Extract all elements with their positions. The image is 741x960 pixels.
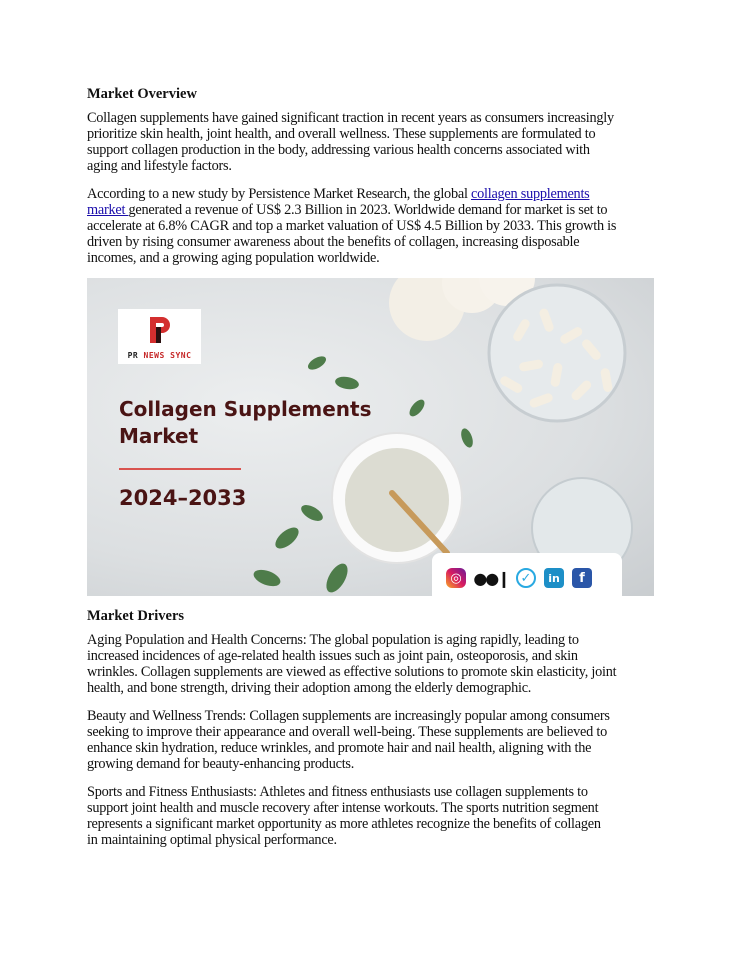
logo-text-news-sync: NEWS SYNC [143, 351, 192, 360]
text-line: accelerate at 6.8% CAGR and top a market valuation of US$ 4.5 Billion by 2033. This growth is [87, 218, 617, 234]
twitter-icon: ✓ [516, 568, 536, 588]
text-line: represents a significant market opportunity as more athletes recognize the benefits of collagen [87, 816, 601, 832]
document-page [87, 86, 657, 860]
instagram-icon: ◎ [446, 568, 466, 588]
driver-paragraph-aging [87, 632, 657, 696]
market-drivers-heading: Market Drivers [87, 608, 185, 624]
collagen-supplements-market-link[interactable]: collagen supplements [471, 186, 590, 202]
text-line: Beauty and Wellness Trends: Collagen supplements are increasingly popular among consumers [87, 708, 610, 724]
medium-icon: ●●❙ [473, 568, 509, 588]
text-line: aging and lifestyle factors. [87, 158, 232, 174]
driver-paragraph-sports [87, 784, 657, 848]
social-icons-bar [432, 553, 622, 596]
overview-paragraph-2 [87, 186, 657, 266]
text-line: Aging Population and Health Concerns: The global population is aging rapidly, leading to [87, 632, 579, 648]
text-line: support collagen production in the body, addressing various health concerns associated with [87, 142, 590, 158]
text-line: Sports and Fitness Enthusiasts: Athletes and fitness enthusiasts use collagen supplements to [87, 784, 588, 800]
text-line: seeking to improve their appearance and overall well-being. These supplements are believed to [87, 724, 607, 740]
linkedin-icon: in [544, 568, 564, 588]
text-line: wrinkles. Collagen supplements are viewed as effective solutions to promote skin elasticity, joint [87, 664, 617, 680]
text-line: incomes, and a growing aging population worldwide. [87, 250, 380, 266]
banner-title-line: Market [119, 424, 199, 448]
text-span: generated a revenue of US$ 2.3 Billion in 2023. Worldwide demand for market is set to [128, 202, 608, 218]
text-line: support joint health and muscle recovery after intense workouts. The sports nutrition segment [87, 800, 599, 816]
facebook-icon: f [572, 568, 592, 588]
pr-news-sync-logo [118, 309, 201, 364]
text-line: enhance skin hydration, reduce wrinkles, and promote hair and nail health, aligning with the [87, 740, 592, 756]
pr-logo-mark [148, 315, 172, 345]
market-overview-heading: Market Overview [87, 86, 197, 102]
text-line: health, and bone strength, driving their adoption among the elderly demographic. [87, 680, 532, 696]
logo-text-pr: PR [127, 351, 144, 360]
text-line: Collagen supplements have gained significant traction in recent years as consumers increasingly [87, 110, 614, 126]
driver-paragraph-beauty [87, 708, 657, 772]
banner-title-line: Collagen Supplements [119, 397, 372, 421]
banner-years: 2024–2033 [119, 486, 247, 510]
collagen-supplements-market-link-cont[interactable]: market [87, 202, 129, 218]
text-line: driven by rising consumer awareness about the benefits of collagen, increasing disposable [87, 234, 580, 250]
collagen-market-banner-image [87, 278, 654, 596]
banner-title [119, 396, 372, 450]
text-line: growing demand for beauty-enhancing products. [87, 756, 355, 772]
text-line: in maintaining optimal physical performance. [87, 832, 337, 848]
banner-divider [119, 468, 241, 470]
text-line: prioritize skin health, joint health, and overall wellness. These supplements are formulated to [87, 126, 596, 142]
overview-paragraph-1 [87, 110, 657, 174]
text-line: increased incidences of age-related health issues such as joint pain, osteoporosis, and skin [87, 648, 578, 664]
text-span: According to a new study by Persistence Market Research, the global [87, 186, 471, 202]
